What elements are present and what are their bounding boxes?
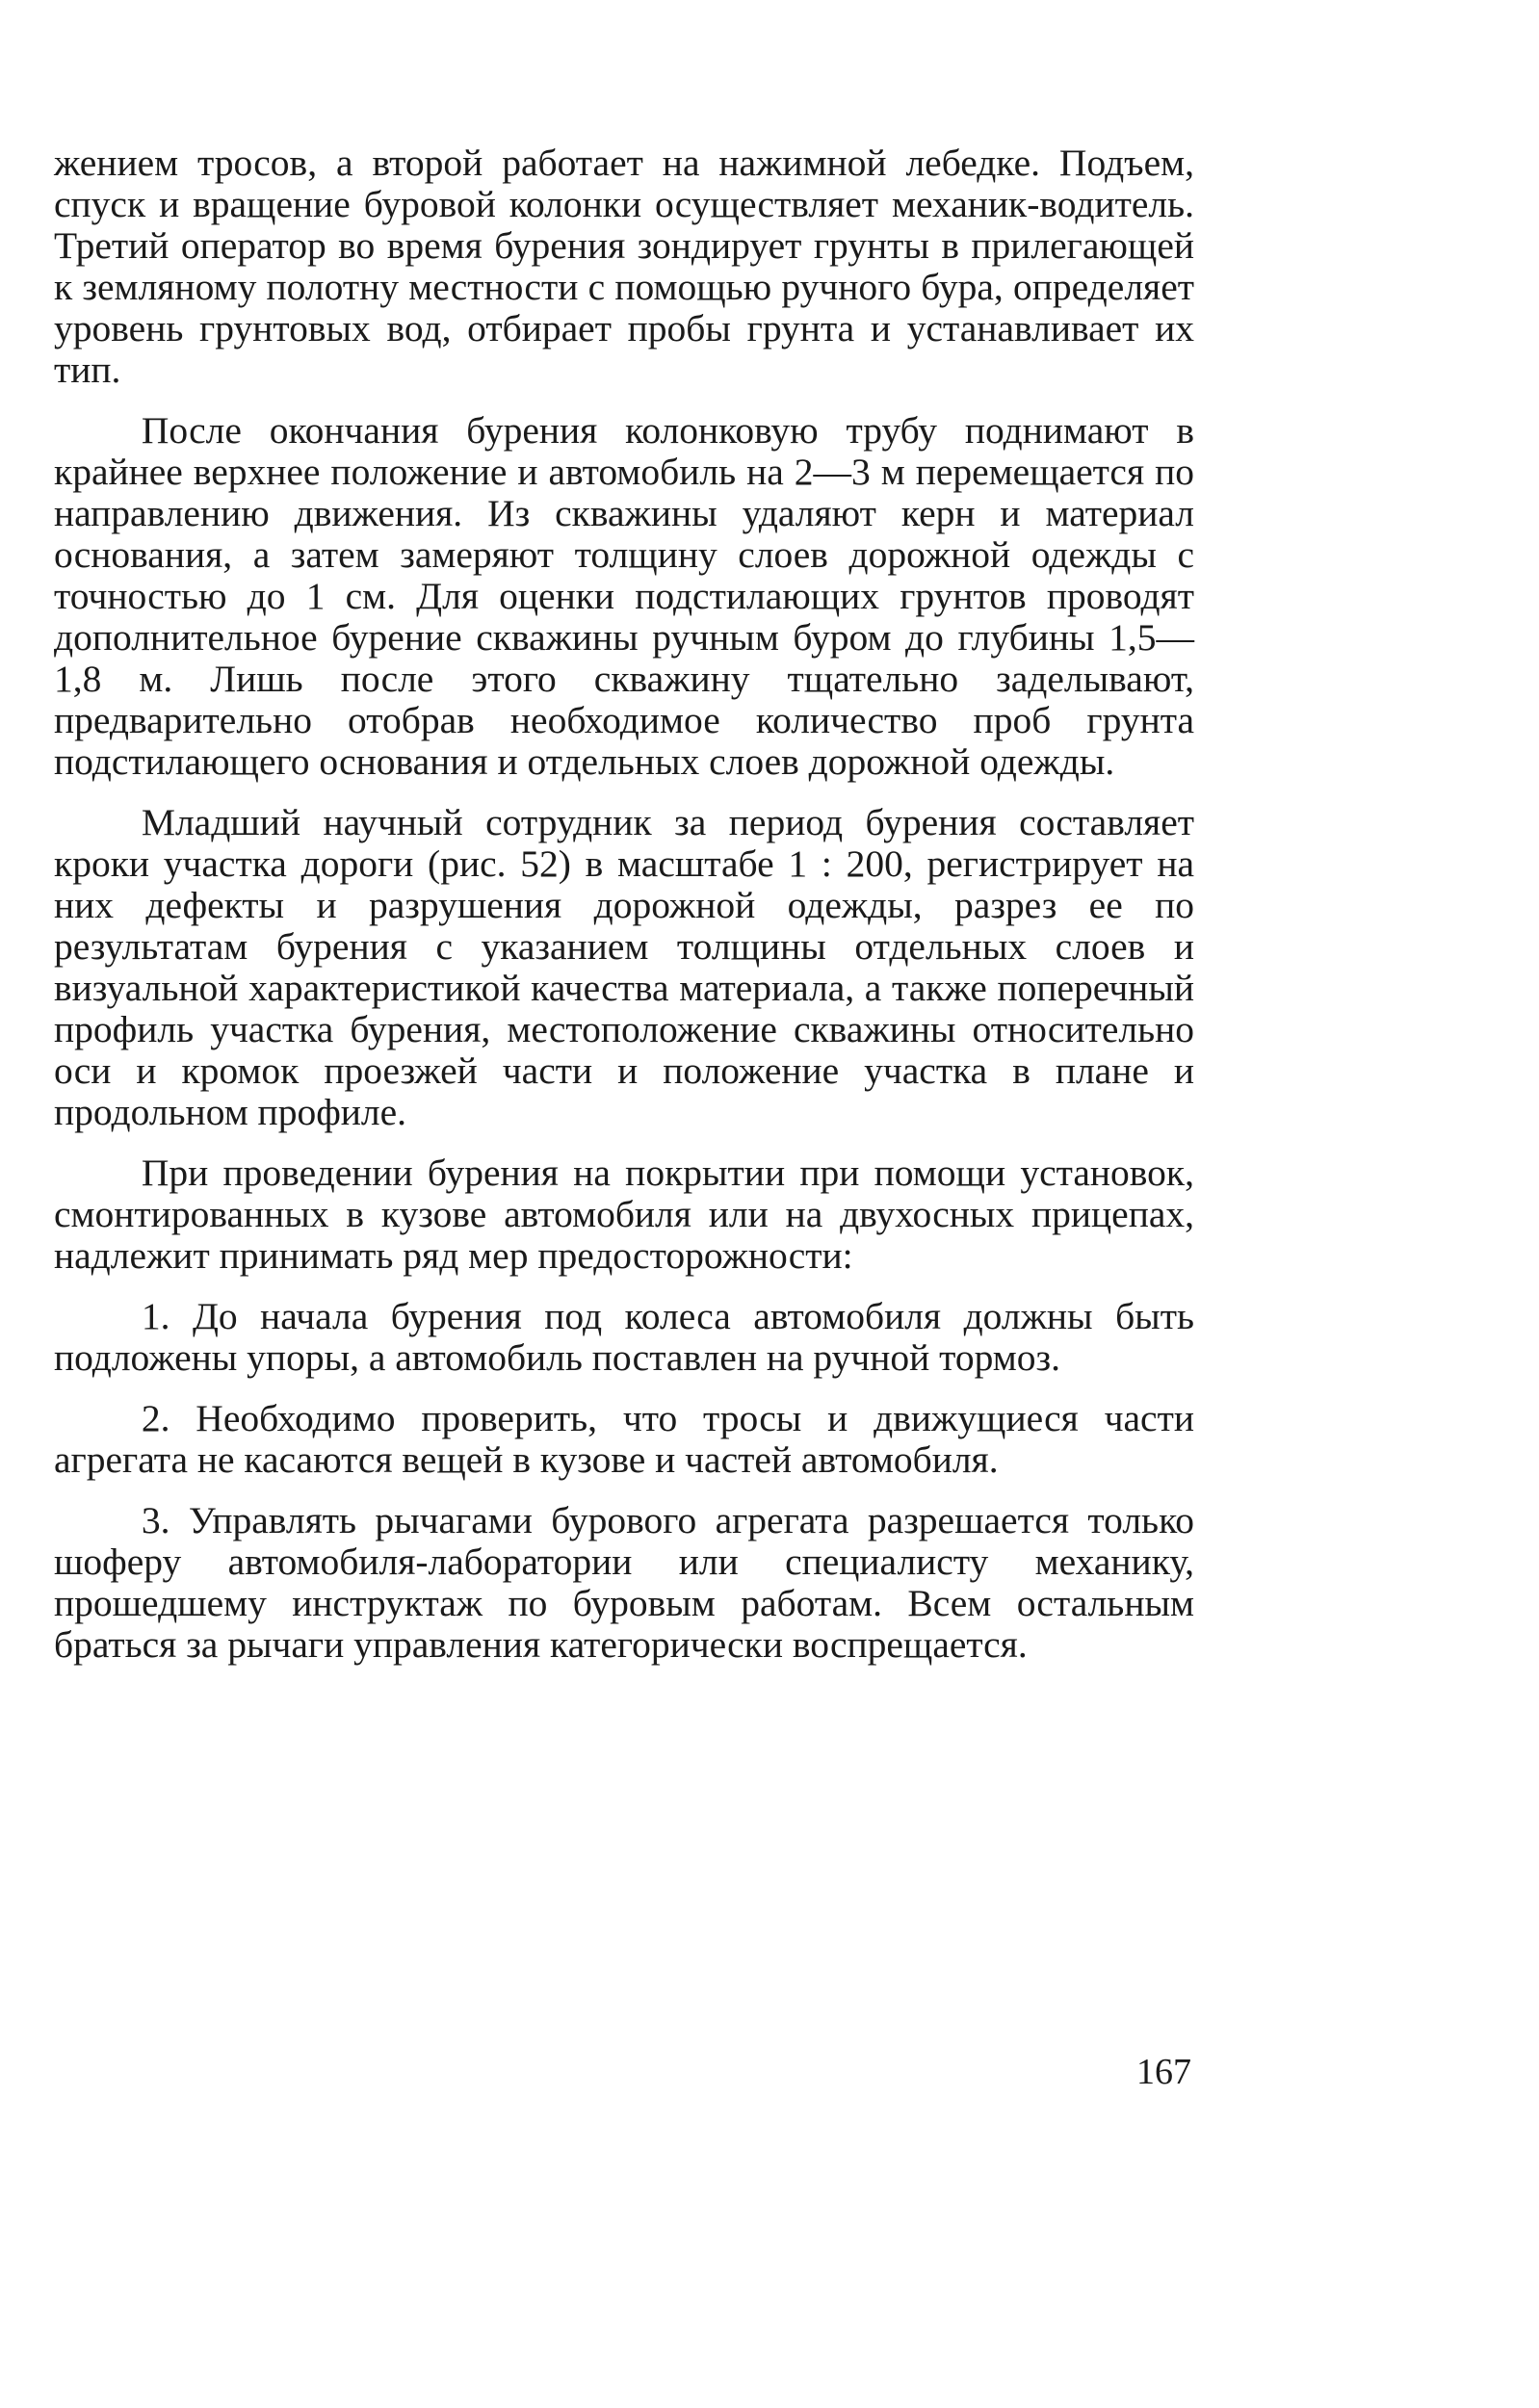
paragraph-junior-researcher: Младший научный сотрудник за период бурения составляет кроки участка дороги (рис. 52) в масштабе 1 : 200, регистрирует на них дефекты и разрушения дорожной одежды, разрез ее по результатам бурения с указанием толщины отдельных слоев и визуальной характеристикой качества материала, а также поперечный профиль участка бурения, местоположение скважины относительно оси и кромок проезжей части и положение участка в плане и продольном профиле. [54, 801, 1194, 1133]
paragraph-continuation: жением тросов, а второй работает на нажимной лебедке. Подъем, спуск и вращение буровой колонки осуществляет механик-водитель. Третий оператор во время бурения зондирует грунты в прилегающей к земляному полотну местности с помощью ручного бура, определяет уровень грунтовых вод, отбирает пробы грунта и устанавливает их тип. [54, 142, 1194, 391]
list-item-3: 3. Управлять рычагами бурового агрегата разрешается только шоферу автомобиля-лаборатории или специалисту механику, прошедшему инструктаж по буровым работам. Всем остальным браться за рычаги управления категорически воспрещается. [54, 1499, 1194, 1666]
page-number: 167 [1136, 2052, 1191, 2092]
list-item-1: 1. До начала бурения под колеса автомобиля должны быть подложены упоры, а автомобиль поставлен на ручной тормоз. [54, 1295, 1194, 1379]
body-text [54, 142, 1194, 1666]
paragraph-drilling-completion: После окончания бурения колонковую трубу поднимают в крайнее верхнее положение и автомобиль на 2—3 м перемещается по направлению движения. Из скважины удаляют керн и материал основания, а затем замеряют толщину слоев дорожной одежды с точностью до 1 см. Для оценки подстилающих грунтов проводят дополнительное бурение скважины ручным буром до глубины 1,5—1,8 м. Лишь после этого скважину тщательно заделывают, предварительно отобрав необходимое количество проб грунта подстилающего основания и отдельных слоев дорожной одежды. [54, 409, 1194, 783]
paragraph-precautions-intro: При проведении бурения на покрытии при помощи установок, смонтированных в кузове автомобиля или на двухосных прицепах, надлежит принимать ряд мер предосторожности: [54, 1152, 1194, 1277]
list-item-2: 2. Необходимо проверить, что тросы и движущиеся части агрегата не касаются вещей в кузове и частей автомобиля. [54, 1397, 1194, 1481]
